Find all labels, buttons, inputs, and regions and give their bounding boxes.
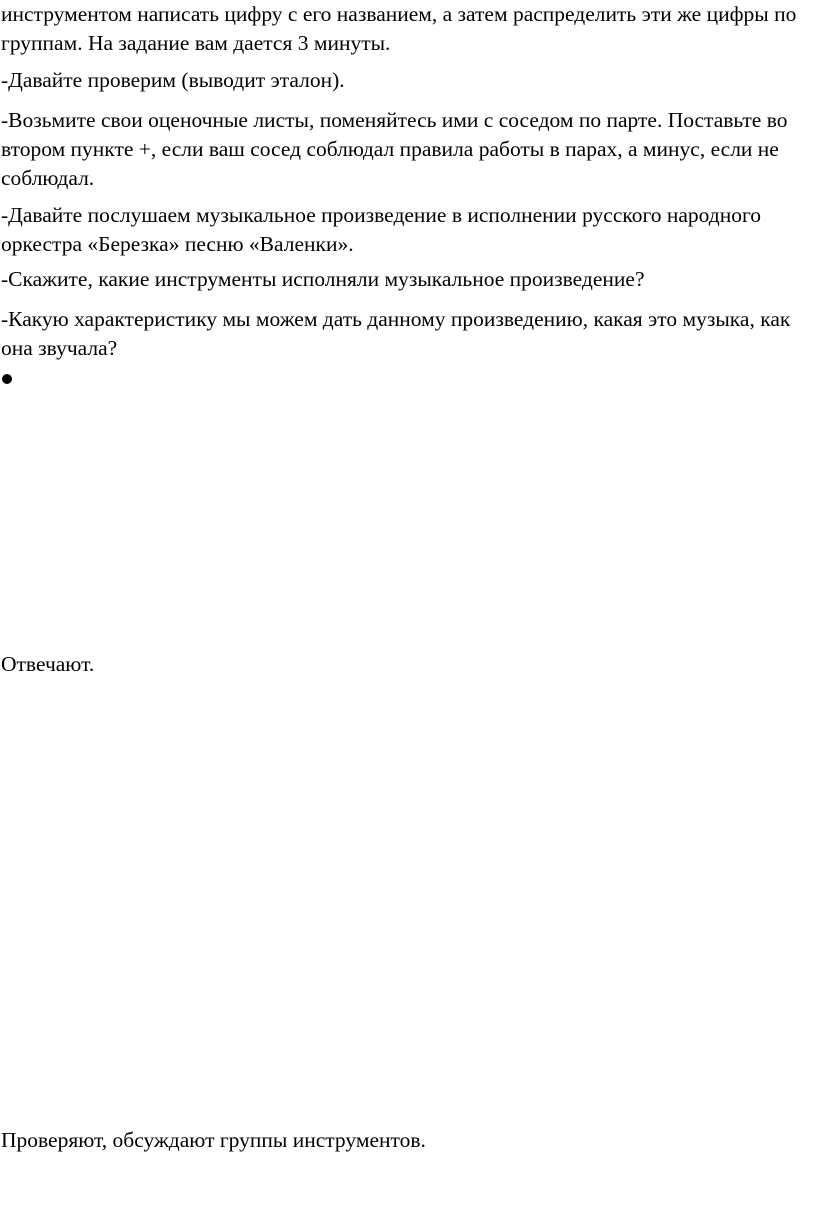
answer-check-discuss: Проверяют, обсуждают группы инструментов.	[1, 1128, 426, 1152]
paragraph-listen-music: -Давайте послушаем музыкальное произведение в исполнении русского народного оркестра «Березка» песню «Валенки».	[1, 203, 762, 256]
paragraph-evaluation-sheets: -Возьмите свои оценочные листы, поменяйтесь ими с соседом по парте. Поставьте во втором пункте +, если ваш сосед соблюдал правила работы в парах, а минус, если не соблюдал.	[1, 108, 788, 190]
paragraph-question-characteristic: -Какую характеристику мы можем дать данному произведению, какая это музыка, как она звучала?	[1, 307, 791, 360]
paragraph-check-standard: -Давайте проверим (выводит эталон).	[1, 68, 345, 92]
paragraph-question-instruments: -Скажите, какие инструменты исполняли музыкальное произведение?	[1, 267, 645, 291]
bullet-dot-icon	[2, 374, 12, 384]
answer-respond: Отвечают.	[1, 652, 95, 676]
paragraph-task-instructions: инструментом написать цифру с его названием, а затем распределить эти же цифры по группам. На задание вам дается 3 минуты.	[1, 2, 797, 55]
